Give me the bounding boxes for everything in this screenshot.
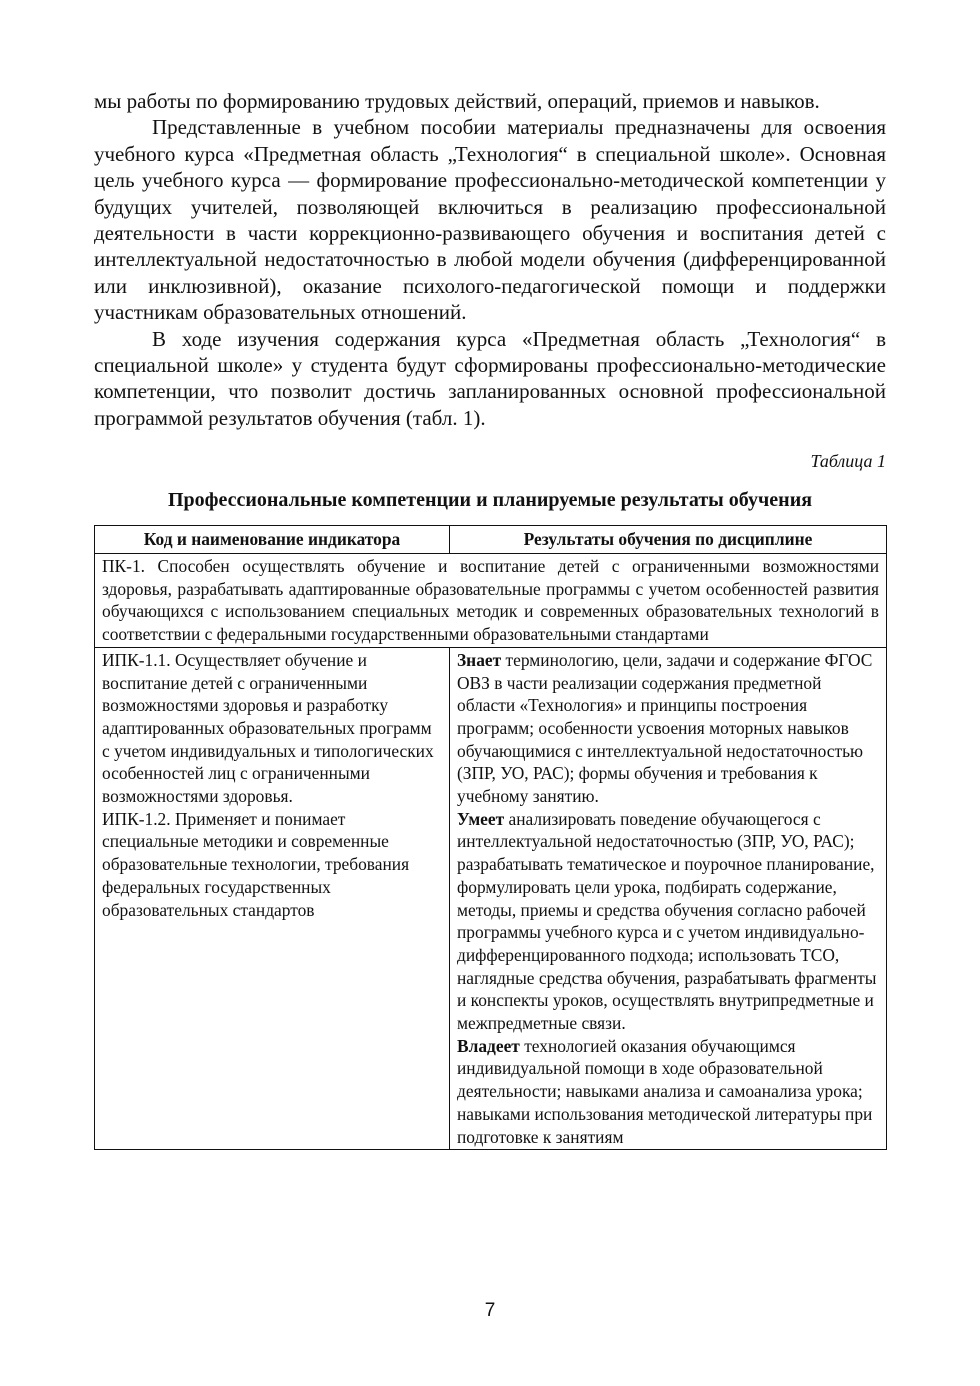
competence-row <box>95 553 887 647</box>
header-indicator: Код и наименование индикатора <box>95 526 450 554</box>
owns-text: технологией оказания обучающимся индивидуальной помощи в ходе образовательной деятельности; навыками анализа и самоанализа урока; навыками использования методической литературы при подготовке к занятиям <box>457 1035 873 1147</box>
table-caption: Таблица 1 <box>810 451 886 472</box>
competence-table <box>94 525 887 1150</box>
results-owns <box>457 1035 879 1149</box>
knows-label: Знает <box>457 649 502 670</box>
can-label: Умеет <box>457 808 505 829</box>
indicator-ipk-1-1: ИПК-1.1. Осуществляет обучение и воспитание детей с ограниченными возможностями здоровья и разработку адаптированных образовательных программ с учетом индивидуальных и типологических особенностей лиц с ограниченными возможностями здоровья. <box>102 649 434 807</box>
indicator-cell <box>95 647 450 1149</box>
table-title: Профессиональные компетенции и планируемые результаты обучения <box>167 489 813 512</box>
competence-pk1: ПК-1. Способен осуществлять обучение и воспитание детей с ограниченными возможностями здоровья, разрабатывать адаптированные образовательные программы с учетом особенностей развития обучающихся с использованием специальных методик и современных образовательных технологий в соответствии с федеральными государственными образовательными стандартами <box>95 553 887 647</box>
indicator-ipk-1-2: ИПК-1.2. Применяет и понимает специальные методики и современные образовательные технологии, требования федеральных государственных образовательных стандартов <box>102 808 410 920</box>
page-number: 7 <box>484 1300 496 1321</box>
paragraph-3: В ходе изучения содержания курса «Предметная область „Технология“ в специальной школе» у студента будут сформированы профессионально-методические компетенции, что позволит достичь запланированных основной профессиональной программой результатов обучения (табл. 1). <box>94 326 886 430</box>
can-text: анализировать поведение обучающегося с интеллектуальной недостаточностью (ЗПР, УО, РАС); разрабатывать тематическое и поурочное планирование, формулировать цели урока, подбирать содержание, методы, приемы и средства обучения согласно рабочей программы учебного курса и с учетом индивидуально-дифференцированного подхода; использовать ТСО, наглядные средства обучения, разрабатывать фрагменты и конспекты уроков, осуществлять внутрипредметные и межпредметные связи. <box>457 808 877 1034</box>
results-cell <box>450 647 887 1149</box>
paragraph-1: мы работы по формированию трудовых действий, операций, приемов и навыков. <box>94 89 820 113</box>
page-content <box>94 88 886 1150</box>
results-knows <box>457 649 879 808</box>
table-header-row <box>95 526 887 554</box>
paragraph-2: Представленные в учебном пособии материалы предназначены для освоения учебного курса «Предметная область „Технология“ в специальной школе». Основная цель учебного курса — формирование профессионально-методической компетенции у будущих учителей, позволяющей включиться в реализацию профессиональной деятельности в части коррекционно-развивающего обучения и воспитания детей с интеллектуальной недостаточностью в любой модели обучения (дифференцированной или инклюзивной), оказание психолого-педагогической помощи и поддержки участникам образовательных отношений. <box>94 115 886 325</box>
header-results: Результаты обучения по дисциплине <box>450 526 887 554</box>
results-can <box>457 808 879 1035</box>
knows-text: терминологию, цели, задачи и содержание ФГОС ОВЗ в части реализации содержания предметной области «Технология» и принципы построения программ; особенности усвоения моторных навыков обучающимися с интеллектуальной недостаточностью (ЗПР, УО, РАС); формы обучения и требования к учебному занятию. <box>457 649 873 807</box>
indicator-row <box>95 647 887 1149</box>
owns-label: Владеет <box>457 1035 520 1056</box>
